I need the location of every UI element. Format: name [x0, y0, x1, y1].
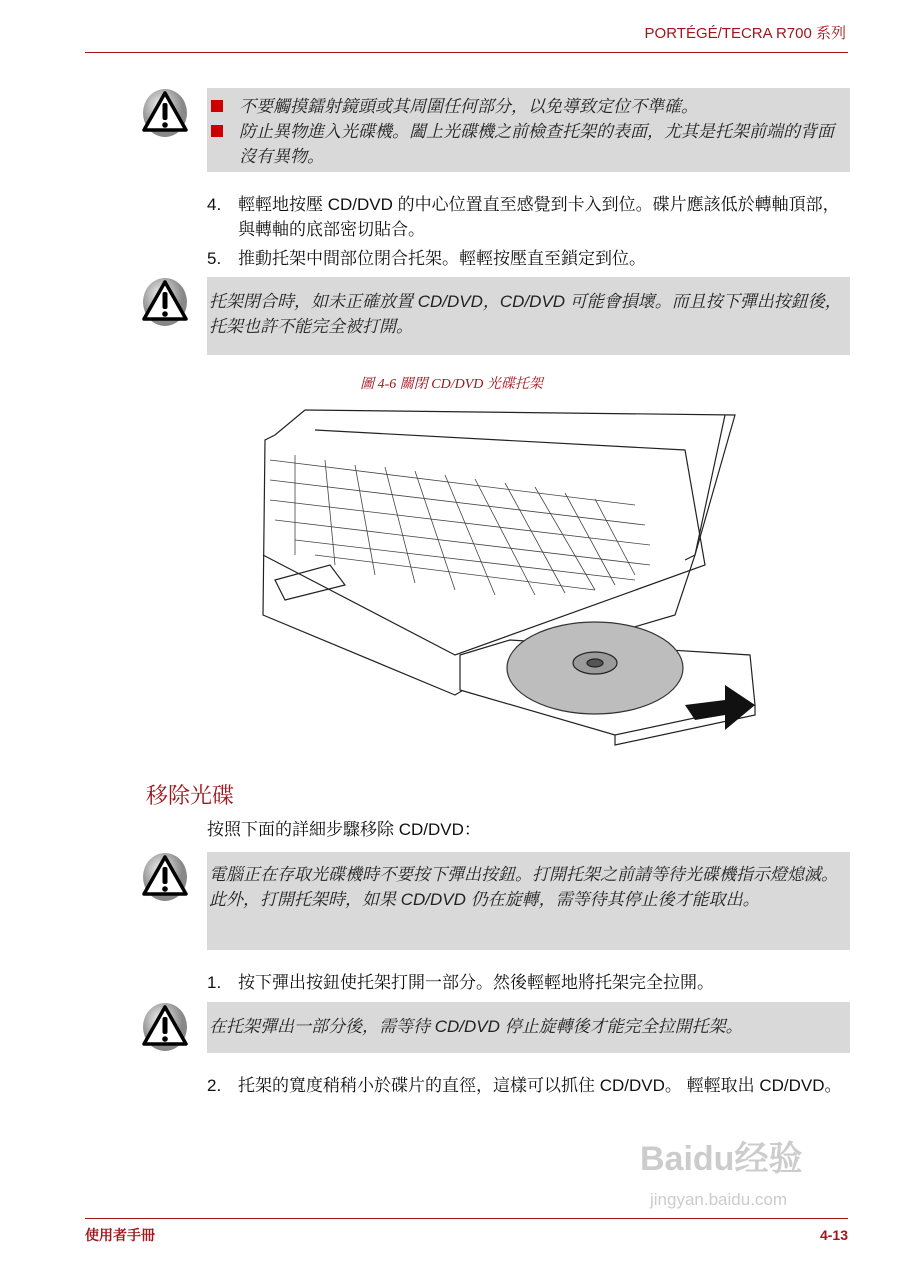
figure-caption: 圖 4-6 關閉 CD/DVD 光碟托架	[360, 377, 543, 392]
warning-icon	[140, 1002, 190, 1052]
step-item	[207, 970, 852, 995]
footer-rule	[85, 1218, 848, 1219]
footer-left: 使用者手冊	[85, 1227, 155, 1243]
step-number: 2.	[207, 1076, 222, 1095]
section-intro: 按照下面的詳細步驟移除 CD/DVD：	[207, 820, 481, 839]
step-text: 托架的寬度稍稍小於碟片的直徑，這樣可以抓住 CD/DVD。 輕輕取出 CD/DVD。	[238, 1076, 842, 1095]
warning-icon	[140, 852, 190, 902]
step-item	[207, 246, 852, 271]
bullet-item	[207, 94, 840, 119]
laptop-illustration	[255, 405, 765, 750]
caution-box	[207, 88, 850, 172]
warning-icon	[140, 277, 190, 327]
bullet-item	[207, 119, 840, 169]
bullet-text: 不要觸摸鐳射鏡頭或其周圍任何部分，以免導致定位不準確。	[239, 97, 698, 116]
bullet-square-icon	[211, 125, 223, 137]
section-heading: 移除光碟	[146, 783, 235, 808]
caution-box: 在托架彈出一部分後，需等待 CD/DVD 停止旋轉後才能完全拉開托架。	[207, 1002, 850, 1053]
step-text: 輕輕地按壓 CD/DVD 的中心位置直至感覺到卡入到位。碟片應該低於轉軸頂部，與轉軸的底部密切貼合。	[238, 195, 840, 239]
warning-icon	[140, 88, 190, 138]
step-text: 按下彈出按鈕使托架打開一部分。然後輕輕地將托架完全拉開。	[238, 973, 714, 992]
step-number: 5.	[207, 249, 222, 268]
header-title: PORTÉGÉ/TECRA R700 系列	[644, 25, 846, 42]
step-item	[207, 192, 852, 242]
step-number: 4.	[207, 195, 222, 214]
bullet-square-icon	[211, 100, 223, 112]
caution-box: 托架閉合時，如未正確放置 CD/DVD，CD/DVD 可能會損壞。而且按下彈出按鈕後，托架也許不能完全被打開。	[207, 277, 850, 355]
watermark-logo: Baidu经验	[640, 1140, 803, 1178]
header-rule	[85, 52, 848, 53]
bullet-text: 防止異物進入光碟機。闔上光碟機之前檢查托架的表面，尤其是托架前端的背面沒有異物。	[239, 122, 834, 166]
step-item	[207, 1073, 852, 1098]
watermark-url: jingyan.baidu.com	[650, 1190, 788, 1209]
step-text: 推動托架中間部位閉合托架。輕輕按壓直至鎖定到位。	[238, 249, 646, 268]
page-number: 4-13	[819, 1227, 848, 1243]
caution-box: 電腦正在存取光碟機時不要按下彈出按鈕。打開托架之前請等待光碟機指示燈熄滅。此外，打開托架時，如果 CD/DVD 仍在旋轉，需等待其停止後才能取出。	[207, 852, 850, 950]
step-number: 1.	[207, 973, 222, 992]
